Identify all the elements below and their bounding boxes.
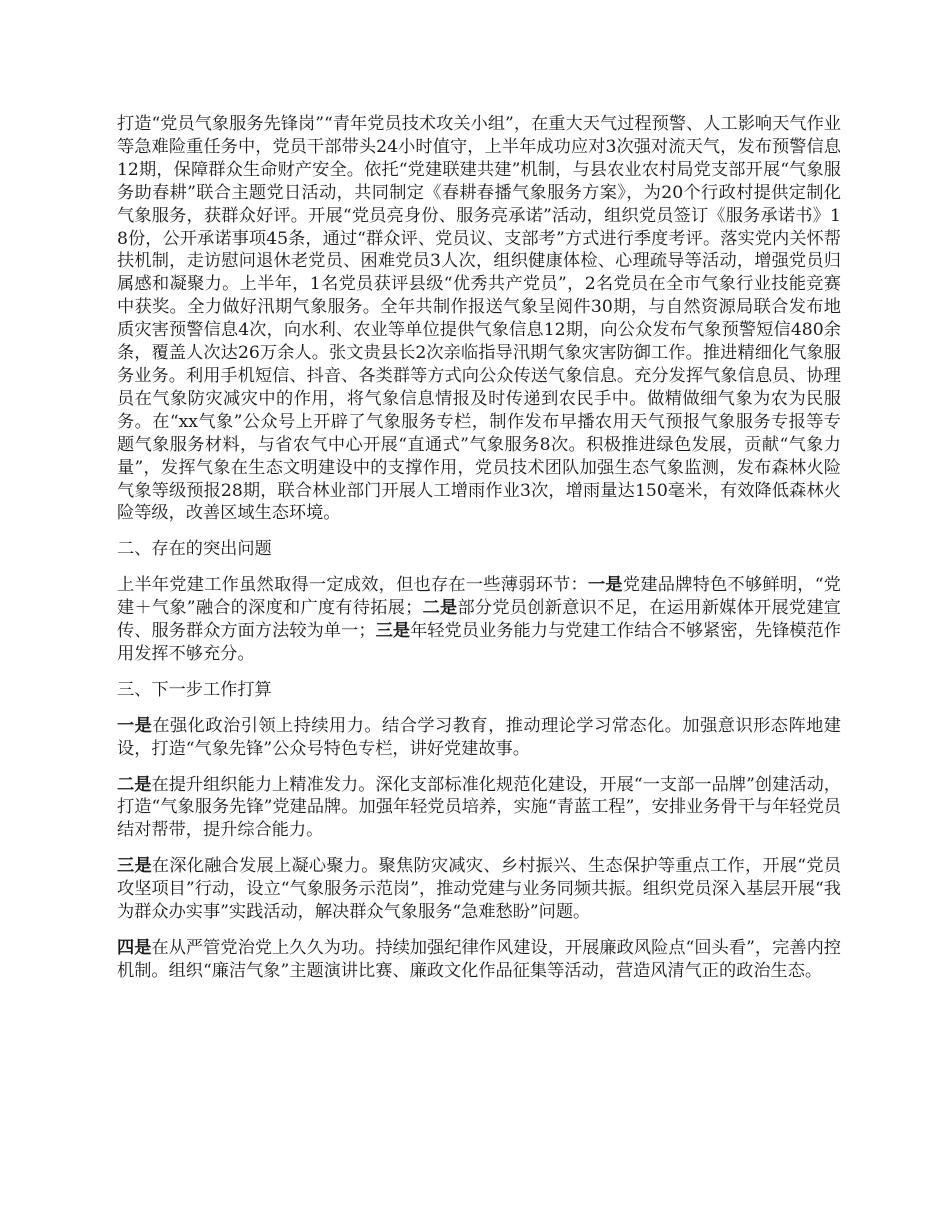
plan-text: 在提升组织能力上精准发力。深化支部标准化规范化建设，开展“一支部一品牌”创建活动，打造“气象服务先锋”党建品牌。加强年轻党员培养，实施“青蓝工程”，安排业务骨干与年轻党员结对帮带，提升综合能力。	[117, 774, 841, 841]
plan-paragraph	[117, 715, 841, 761]
section-heading-problems: 二、存在的突出问题	[117, 539, 272, 560]
problem-text: 党建品牌特色不够鲜明，“党建＋气象”融合的深度和广度有待拓展；	[117, 575, 841, 619]
plan-paragraph	[117, 855, 841, 924]
plan-lead: 四是	[117, 938, 152, 958]
plan-lead: 三是	[117, 856, 152, 877]
plan-text: 在强化政治引领上持续用力。结合学习教育，推动理论学习常态化。加强意识形态阵地建设，打造“气象先锋”公众号特色专栏，讲好党建故事。	[117, 715, 841, 759]
problem-text: 年轻党员业务能力与党建工作结合不够紧密，先锋模范作用发挥不够充分。	[117, 621, 841, 664]
problem-text: 部分党员创新意识不足，在运用新媒体开展党建宣传、服务群众方面方法较为单一；	[117, 598, 841, 642]
plan-paragraph	[117, 937, 841, 983]
plan-text: 在从严管党治党上久久为功。持续加强纪律作风建设，开展廉政风险点“回头看”，完善内控机制。组织“廉洁气象”主题演讲比赛、廉政文化作品征集等活动，营造风清气正的政治生态。	[117, 938, 841, 981]
problem-lead: 三是	[375, 621, 411, 642]
document-body	[117, 113, 841, 996]
plan-paragraph	[117, 774, 841, 843]
plan-lead: 二是	[117, 774, 152, 795]
intro-paragraph: 打造“党员气象服务先锋岗”“青年党员技术攻关小组”，在重大天气过程预警、人工影响天气作业等急难险重任务中，党员干部带头24小时值守，上半年成功应对3次强对流天气，发布预警信息12期，保障群众生命财产安全。依托“党建联建共建”机制，与县农业农村局党支部开展“气象服务助春耕”联合主题党日活动，共同制定《春耕春播气象服务方案》，为20个行政村提供定制化气象服务，获群众好评。开展“党员亮身份、服务亮承诺”活动，组织党员签订《服务承诺书》18份，公开承诺事项45条，通过“群众评、党员议、支部考”方式进行季度考评。落实党内关怀帮扶机制，走访慰问退休老党员、困难党员3人次，组织健康体检、心理疏导等活动，增强党员归属感和凝聚力。上半年，1名党员获评县级“优秀共产党员”，2名党员在全市气象行业技能竞赛中获奖。全力做好汛期气象服务。全年共制作报送气象呈阅件30期，与自然资源局联合发布地质灾害预警信息4次，向水利、农业等单位提供气象信息12期，向公众发布气象预警短信480余条，覆盖人次达26万余人。张文贵县长2次亲临指导汛期气象灾害防御工作。推进精细化气象服务业务。利用手机短信、抖音、各类群等方式向公众传送气象信息。充分发挥气象信息员、协理员在气象防灾减灾中的作用，将气象信息情报及时传递到农民手中。做精做细气象为农为民服务。在“xx气象”公众号上开辟了气象服务专栏，制作发布早播农用天气预报气象服务专报等专题气象服务材料，与省农气中心开展“直通式”气象服务8次。积极推进绿色发展，贡献“气象力量”，发挥气象在生态文明建设中的支撑作用，党员技术团队加强生态气象监测，发布森林火险气象等级预报28期，联合林业部门开展人工增雨作业3次，增雨量达150毫米，有效降低森林火险等级，改善区域生态环境。	[117, 114, 841, 524]
plan-text: 在深化融合发展上凝心聚力。聚焦防灾减灾、乡村振兴、生态保护等重点工作，开展“党员攻坚项目”行动，设立“气象服务示范岗”，推动党建与业务同频共振。组织党员深入基层开展“我为群众办实事”实践活动，解决群众气象服务“急难愁盼”问题。	[117, 856, 841, 923]
section-heading-next-steps: 三、下一步工作打算	[117, 679, 272, 700]
problem-lead: 一是	[587, 575, 623, 596]
problems-text: 上半年党建工作虽然取得一定成效，但也存在一些薄弱环节：	[117, 575, 588, 596]
problems-paragraph	[117, 574, 841, 666]
problem-lead: 二是	[422, 598, 458, 619]
plan-lead: 一是	[117, 715, 153, 736]
